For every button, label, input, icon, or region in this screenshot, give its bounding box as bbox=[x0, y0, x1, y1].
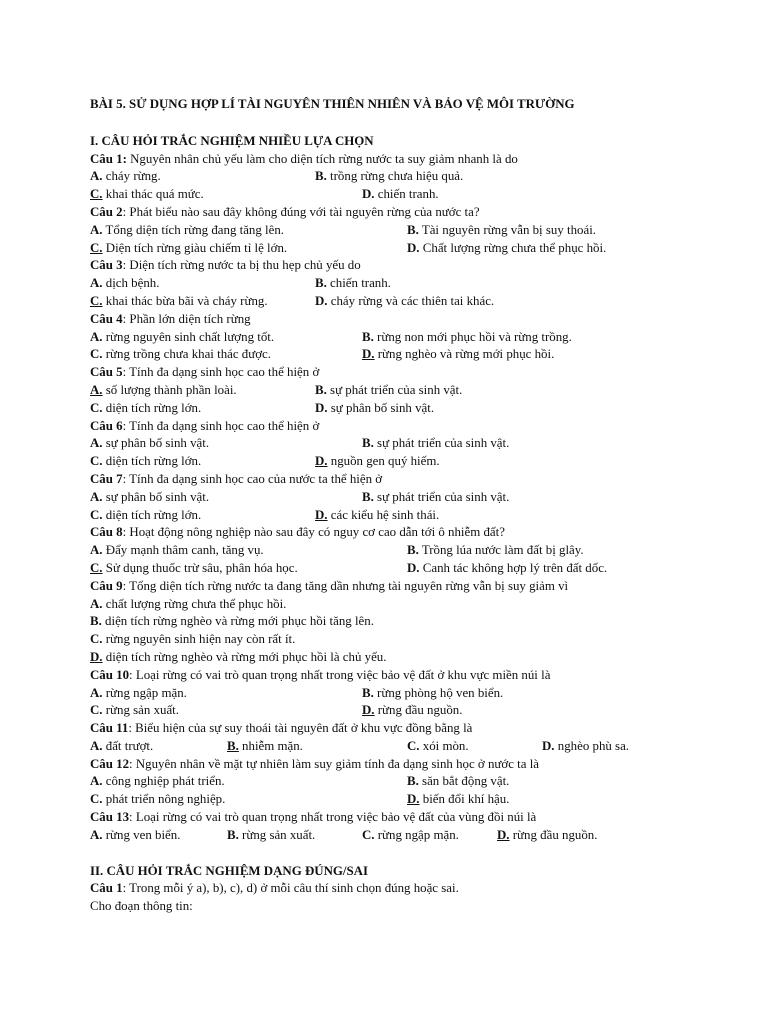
option-text: nhiễm mặn. bbox=[238, 738, 303, 753]
answer-row bbox=[90, 435, 730, 453]
question-number: Câu 13 bbox=[90, 810, 130, 825]
option-letter: D. bbox=[407, 560, 420, 575]
question-number: Câu 9 bbox=[90, 578, 123, 593]
tf-question bbox=[90, 880, 730, 898]
option-letter: A. bbox=[90, 738, 103, 753]
answer-option bbox=[227, 827, 315, 845]
document-title: BÀI 5. SỬ DỤNG HỢP LÍ TÀI NGUYÊN THIÊN NHIÊN VÀ BẢO VỆ MÔI TRƯỜNG bbox=[90, 97, 575, 111]
option-text: dịch bệnh. bbox=[102, 276, 160, 291]
answer-option bbox=[90, 507, 201, 525]
option-letter: A. bbox=[90, 436, 103, 451]
answer-option bbox=[362, 435, 509, 453]
answer-option bbox=[90, 560, 298, 578]
answer-option bbox=[497, 827, 597, 845]
answer-row bbox=[90, 222, 730, 240]
option-text: rừng ven biển. bbox=[102, 827, 181, 842]
answer-option bbox=[90, 382, 237, 400]
answer-option bbox=[90, 827, 180, 845]
option-letter: C. bbox=[90, 792, 103, 807]
option-letter: A. bbox=[90, 329, 103, 344]
question-number: Câu 6 bbox=[90, 418, 123, 433]
question-text: : Loại rừng có vai trò quan trọng nhất trong việc bảo vệ đất ở khu vực miền núi là bbox=[129, 667, 551, 682]
answer-row bbox=[90, 382, 730, 400]
option-text: Sử dụng thuốc trừ sâu, phân hóa học. bbox=[102, 560, 298, 575]
question-text: : Diện tích rừng nước ta bị thu hẹp chủ yếu do bbox=[122, 258, 361, 273]
option-letter: D. bbox=[90, 649, 103, 664]
answer-option bbox=[315, 275, 391, 293]
option-letter: A. bbox=[90, 489, 103, 504]
answer-option bbox=[90, 329, 274, 347]
answer-row bbox=[90, 275, 730, 293]
question-text: : Tính đa dạng sinh học cao thể hiện ở bbox=[122, 418, 320, 433]
question-10 bbox=[90, 667, 730, 685]
answer-option bbox=[90, 240, 287, 258]
question-number: Câu 12 bbox=[90, 756, 130, 771]
option-letter: D. bbox=[407, 792, 420, 807]
question-text: : Tính đa dạng sinh học cao của nước ta thể hiện ở bbox=[122, 471, 383, 486]
option-text: xói mòn. bbox=[419, 738, 469, 753]
option-text: diện tích rừng lớn. bbox=[102, 400, 202, 415]
option-letter: D. bbox=[315, 454, 328, 469]
option-letter: D. bbox=[315, 400, 328, 415]
question-text: : Nguyên nhân về mặt tự nhiên làm suy giảm tính đa dạng sinh học ở nước ta là bbox=[129, 756, 539, 771]
question-text: : Phần lớn diện tích rừng bbox=[122, 311, 251, 326]
answer-row bbox=[90, 613, 730, 631]
answer-option bbox=[362, 346, 554, 364]
question-11 bbox=[90, 720, 730, 738]
option-text: phát triển nông nghiệp. bbox=[102, 792, 226, 807]
question-text: : Biểu hiện của sự suy thoái tài nguyên đất ở khu vực đồng bằng là bbox=[128, 721, 473, 736]
answer-row bbox=[90, 507, 730, 525]
option-text: rừng sản xuất. bbox=[102, 703, 179, 718]
answer-option bbox=[362, 827, 459, 845]
question-2 bbox=[90, 204, 730, 222]
option-letter: D. bbox=[315, 293, 328, 308]
option-letter: A. bbox=[90, 169, 103, 184]
option-letter: A. bbox=[90, 382, 103, 397]
option-text: rừng ngập mặn. bbox=[102, 685, 187, 700]
answer-option bbox=[315, 293, 494, 311]
option-text: sự phát triển của sinh vật. bbox=[373, 436, 510, 451]
option-letter: B. bbox=[227, 738, 239, 753]
question-number: Câu 1: bbox=[90, 151, 127, 166]
answer-option bbox=[90, 275, 159, 293]
answer-option bbox=[90, 649, 386, 667]
option-text: Canh tác không hợp lý trên đất dốc. bbox=[419, 560, 608, 575]
answer-option bbox=[90, 685, 187, 703]
option-letter: C. bbox=[90, 507, 103, 522]
answer-row bbox=[90, 827, 730, 845]
option-text: rừng ngập mặn. bbox=[374, 827, 459, 842]
option-text: nguồn gen quý hiếm. bbox=[327, 454, 440, 469]
answer-row bbox=[90, 596, 730, 614]
option-text: sự phát triển của sinh vật. bbox=[373, 489, 510, 504]
option-text: trồng rừng chưa hiệu quả. bbox=[326, 169, 464, 184]
answer-row bbox=[90, 560, 730, 578]
question-5 bbox=[90, 364, 730, 382]
option-text: sự phân bố sinh vật. bbox=[102, 436, 210, 451]
answer-option bbox=[407, 560, 607, 578]
question-13 bbox=[90, 809, 730, 827]
option-letter: B. bbox=[315, 382, 327, 397]
option-text: cháy rừng. bbox=[102, 169, 161, 184]
option-letter: A. bbox=[90, 596, 103, 611]
answer-row bbox=[90, 168, 730, 186]
option-letter: A. bbox=[90, 827, 103, 842]
answer-option bbox=[315, 400, 434, 418]
answer-row bbox=[90, 240, 730, 258]
option-text: diện tích rừng lớn. bbox=[102, 507, 202, 522]
option-letter: A. bbox=[90, 276, 103, 291]
question-number: Câu 7 bbox=[90, 471, 123, 486]
answer-option bbox=[407, 773, 509, 791]
answer-row bbox=[90, 649, 730, 667]
option-letter: D. bbox=[315, 507, 328, 522]
answer-row bbox=[90, 489, 730, 507]
option-text: rừng nghèo và rừng mới phục hồi. bbox=[374, 347, 555, 362]
option-text: rừng đầu nguồn. bbox=[374, 703, 463, 718]
question-4 bbox=[90, 311, 730, 329]
question-text: : Loại rừng có vai trò quan trọng nhất trong việc bảo vệ đất của vùng đồi núi là bbox=[129, 810, 537, 825]
option-text: diện tích rừng nghèo và rừng mới phục hồi là chủ yếu. bbox=[102, 649, 387, 664]
option-text: Diện tích rừng giàu chiếm tỉ lệ lớn. bbox=[102, 240, 288, 255]
answer-row bbox=[90, 631, 730, 649]
answer-row bbox=[90, 738, 730, 756]
option-letter: B. bbox=[407, 774, 419, 789]
document bbox=[90, 96, 730, 916]
option-letter: C. bbox=[90, 347, 103, 362]
option-letter: B. bbox=[362, 685, 374, 700]
question-text: : Phát biểu nào sau đây không đúng với tài nguyên rừng của nước ta? bbox=[122, 204, 480, 219]
answer-row bbox=[90, 293, 730, 311]
option-text: Trồng lúa nước làm đất bị glây. bbox=[418, 543, 584, 558]
option-text: săn bắt động vật. bbox=[418, 774, 510, 789]
option-letter: C. bbox=[90, 632, 103, 647]
option-text: chiến tranh. bbox=[326, 276, 391, 291]
option-letter: B. bbox=[90, 614, 102, 629]
option-letter: C. bbox=[407, 738, 420, 753]
answer-row bbox=[90, 453, 730, 471]
option-letter: D. bbox=[362, 703, 375, 718]
question-number: Câu 8 bbox=[90, 525, 123, 540]
option-letter: C. bbox=[90, 703, 103, 718]
question-7 bbox=[90, 471, 730, 489]
option-text: biến đổi khí hậu. bbox=[419, 792, 510, 807]
option-letter: D. bbox=[362, 347, 375, 362]
option-text: khai thác bừa bãi và cháy rừng. bbox=[102, 293, 268, 308]
answer-option bbox=[407, 738, 469, 756]
answer-option bbox=[315, 382, 462, 400]
question-list bbox=[90, 151, 730, 845]
option-text: rừng đầu nguồn. bbox=[509, 827, 598, 842]
question-number: Câu 11 bbox=[90, 721, 129, 736]
option-letter: B. bbox=[362, 329, 374, 344]
option-text: chất lượng rừng chưa thể phục hồi. bbox=[102, 596, 287, 611]
option-text: Đẩy mạnh thâm canh, tăng vụ. bbox=[102, 543, 264, 558]
answer-row bbox=[90, 702, 730, 720]
answer-option bbox=[227, 738, 303, 756]
answer-option bbox=[315, 453, 440, 471]
section-heading-multiple-choice: I. CÂU HỎI TRẮC NGHIỆM NHIỀU LỰA CHỌN bbox=[90, 133, 374, 148]
option-text: rừng trồng chưa khai thác được. bbox=[102, 347, 271, 362]
answer-option bbox=[362, 186, 439, 204]
option-letter: A. bbox=[90, 774, 103, 789]
answer-option bbox=[90, 453, 201, 471]
answer-option bbox=[90, 738, 153, 756]
passage-intro: Cho đoạn thông tin: bbox=[90, 899, 193, 914]
option-letter: A. bbox=[90, 222, 103, 237]
answer-row bbox=[90, 773, 730, 791]
option-text: diện tích rừng lớn. bbox=[102, 454, 202, 469]
option-letter: C. bbox=[90, 240, 103, 255]
option-text: Tổng diện tích rừng đang tăng lên. bbox=[102, 222, 284, 237]
answer-option bbox=[407, 542, 584, 560]
option-letter: C. bbox=[90, 187, 103, 202]
question-text: : Tính đa dạng sinh học cao thể hiện ở bbox=[122, 365, 320, 380]
answer-option bbox=[90, 773, 225, 791]
option-text: diện tích rừng nghèo và rừng mới phục hồi tăng lên. bbox=[101, 614, 374, 629]
answer-option bbox=[90, 542, 264, 560]
answer-row bbox=[90, 186, 730, 204]
option-letter: B. bbox=[407, 543, 419, 558]
answer-option bbox=[407, 240, 606, 258]
option-text: rừng nguyên sinh hiện nay còn rất ít. bbox=[102, 632, 296, 647]
option-letter: C. bbox=[90, 400, 103, 415]
answer-option bbox=[90, 702, 179, 720]
option-letter: C. bbox=[90, 454, 103, 469]
answer-option bbox=[90, 293, 268, 311]
question-number: Câu 2 bbox=[90, 204, 123, 219]
answer-option bbox=[407, 222, 596, 240]
option-letter: B. bbox=[362, 436, 374, 451]
option-text: rừng phòng hộ ven biển. bbox=[373, 685, 504, 700]
option-letter: B. bbox=[315, 169, 327, 184]
option-text: chiến tranh. bbox=[374, 187, 439, 202]
option-text: đất trượt. bbox=[102, 738, 154, 753]
option-text: rừng non mới phục hồi và rừng trồng. bbox=[373, 329, 572, 344]
question-number: Câu 4 bbox=[90, 311, 123, 326]
question-9 bbox=[90, 578, 730, 596]
option-letter: B. bbox=[227, 827, 239, 842]
question-12 bbox=[90, 756, 730, 774]
option-text: Tài nguyên rừng vẫn bị suy thoái. bbox=[418, 222, 596, 237]
option-letter: D. bbox=[362, 187, 375, 202]
answer-option bbox=[542, 738, 629, 756]
answer-option bbox=[90, 631, 295, 649]
option-letter: B. bbox=[315, 276, 327, 291]
option-letter: D. bbox=[497, 827, 510, 842]
answer-option bbox=[90, 186, 204, 204]
option-letter: C. bbox=[90, 560, 103, 575]
answer-option bbox=[90, 489, 209, 507]
question-number: Câu 3 bbox=[90, 258, 123, 273]
question-text: Nguyên nhân chủ yếu làm cho diện tích rừng nước ta suy giảm nhanh là do bbox=[126, 151, 518, 166]
option-letter: A. bbox=[90, 685, 103, 700]
answer-row bbox=[90, 400, 730, 418]
question-6 bbox=[90, 418, 730, 436]
option-text: cháy rừng và các thiên tai khác. bbox=[327, 293, 495, 308]
answer-option bbox=[362, 489, 509, 507]
question-text: : Trong mỗi ý a), b), c), d) ở mỗi câu thí sinh chọn đúng hoặc sai. bbox=[122, 881, 459, 896]
answer-option bbox=[90, 222, 284, 240]
answer-option bbox=[90, 400, 201, 418]
question-1 bbox=[90, 151, 730, 169]
option-text: sự phân bố sinh vật. bbox=[327, 400, 435, 415]
answer-option bbox=[362, 702, 462, 720]
option-letter: D. bbox=[407, 240, 420, 255]
option-letter: C. bbox=[90, 293, 103, 308]
answer-row bbox=[90, 791, 730, 809]
answer-option bbox=[90, 791, 225, 809]
question-8 bbox=[90, 524, 730, 542]
answer-row bbox=[90, 346, 730, 364]
option-letter: A. bbox=[90, 543, 103, 558]
answer-option bbox=[90, 168, 161, 186]
option-letter: C. bbox=[362, 827, 375, 842]
answer-row bbox=[90, 685, 730, 703]
option-text: sự phân bố sinh vật. bbox=[102, 489, 210, 504]
option-letter: D. bbox=[542, 738, 555, 753]
question-number: Câu 10 bbox=[90, 667, 130, 682]
answer-option bbox=[407, 791, 509, 809]
answer-option bbox=[90, 435, 209, 453]
question-text: : Tổng diện tích rừng nước ta đang tăng dần nhưng tài nguyên rừng vẫn bị suy giảm vì bbox=[122, 578, 569, 593]
option-text: nghèo phù sa. bbox=[554, 738, 630, 753]
question-number: Câu 1 bbox=[90, 881, 123, 896]
answer-option bbox=[90, 346, 271, 364]
section-heading-true-false: II. CÂU HỎI TRẮC NGHIỆM DẠNG ĐÚNG/SAI bbox=[90, 863, 369, 878]
answer-option bbox=[362, 329, 572, 347]
answer-option bbox=[90, 596, 286, 614]
answer-option bbox=[90, 613, 374, 631]
answer-row bbox=[90, 542, 730, 560]
option-text: Chất lượng rừng chưa thể phục hồi. bbox=[419, 240, 607, 255]
option-letter: B. bbox=[362, 489, 374, 504]
answer-option bbox=[362, 685, 503, 703]
option-text: công nghiệp phát triển. bbox=[102, 774, 225, 789]
question-number: Câu 5 bbox=[90, 365, 123, 380]
option-text: các kiểu hệ sinh thái. bbox=[327, 507, 440, 522]
option-text: rừng nguyên sinh chất lượng tốt. bbox=[102, 329, 275, 344]
answer-option bbox=[315, 168, 463, 186]
answer-row bbox=[90, 329, 730, 347]
question-text: : Hoạt động nông nghiệp nào sau đây có nguy cơ cao dẫn tới ô nhiễm đất? bbox=[122, 525, 505, 540]
option-letter: B. bbox=[407, 222, 419, 237]
option-text: số lượng thành phần loài. bbox=[102, 382, 237, 397]
option-text: khai thác quá mức. bbox=[102, 187, 204, 202]
answer-option bbox=[315, 507, 439, 525]
question-3 bbox=[90, 257, 730, 275]
option-text: sự phát triển của sinh vật. bbox=[326, 382, 463, 397]
option-text: rừng sản xuất. bbox=[238, 827, 316, 842]
